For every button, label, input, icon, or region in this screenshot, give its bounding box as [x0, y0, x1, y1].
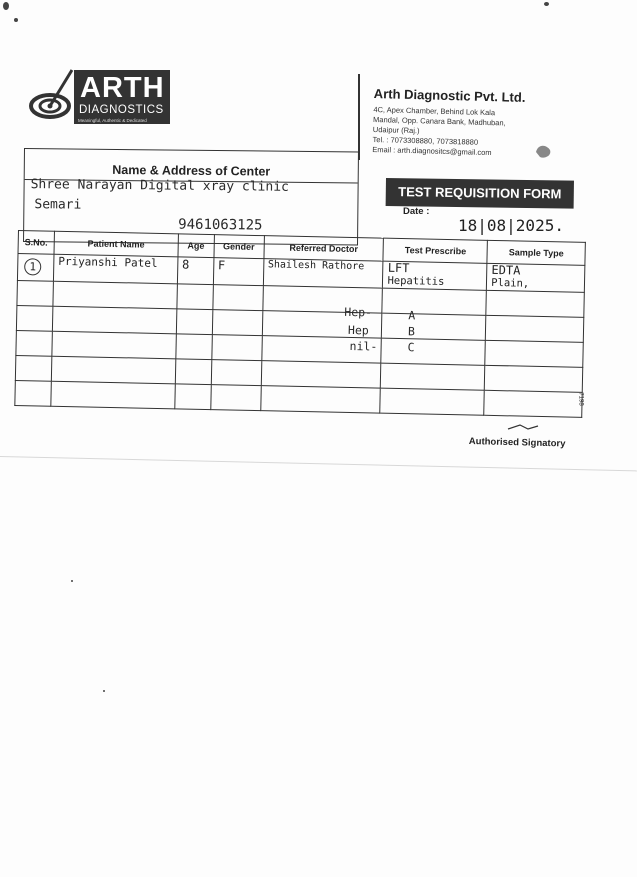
- address-line: 4C, Apex Chamber, Behind Lok Kala: [373, 104, 496, 118]
- header-gender: Gender: [214, 235, 264, 259]
- scan-speck: [14, 18, 18, 22]
- center-name: Shree Narayan Digital xray clinic: [30, 177, 289, 195]
- date-value: 18|08|2025.: [458, 216, 564, 235]
- header-patient-name: Patient Name: [54, 231, 178, 257]
- cell-patient-name: Priyanshi Patel: [53, 254, 177, 284]
- date-label: Date :: [403, 206, 430, 217]
- test-item: LFT: [387, 260, 410, 276]
- company-info: [372, 86, 525, 159]
- hep-c-value: C: [407, 340, 415, 355]
- cell-sample-type: [487, 263, 585, 292]
- address-line: Udaipur (Raj.): [372, 124, 420, 136]
- logo-wordmark: [74, 70, 170, 124]
- hep-b-value: B: [407, 324, 416, 339]
- header-referred-doctor: Referred Doctor: [264, 236, 384, 262]
- scan-speck: [103, 690, 105, 692]
- scan-speck: [3, 2, 9, 10]
- phone-line: Tel. : 7073308880, 7073818880: [372, 134, 479, 147]
- requisition-table: [14, 230, 586, 418]
- center-phone: 9461063125: [178, 216, 263, 234]
- header-test-prescribe: Test Prescribe: [383, 238, 487, 263]
- logo-tagline: Meaningful, Authentic & Dedicated: [78, 118, 147, 123]
- test-item: Hepatitis: [387, 274, 445, 288]
- company-logo: [28, 66, 178, 128]
- hep-a-prefix: Hep-: [344, 304, 373, 320]
- form-title: TEST REQUISITION FORM: [386, 178, 574, 209]
- logo-title: ARTH: [80, 72, 165, 104]
- center-heading: Name & Address of Center: [112, 162, 271, 179]
- hep-c-prefix: nil-: [349, 338, 378, 354]
- ink-blot-icon: [532, 142, 554, 160]
- email-line: Email : arth.diagnositcs@gmail.com: [372, 144, 492, 158]
- paper-edge-line: [0, 456, 637, 471]
- header-sno: S.No.: [18, 231, 54, 255]
- hep-b-prefix: Hep: [347, 322, 369, 338]
- cell-sno: [17, 254, 53, 282]
- authorised-signatory-label: Authorised Signatory: [468, 436, 566, 450]
- scan-speck: [544, 2, 549, 6]
- cell-referred-doctor: Shailesh Rathore: [263, 259, 383, 289]
- cell-age: 8: [177, 257, 213, 285]
- center-place: Semari: [34, 197, 82, 213]
- header-divider: [358, 74, 360, 160]
- side-serial-number: 7198: [577, 392, 584, 406]
- hep-a-value: A: [408, 308, 416, 323]
- target-arrow-icon: [28, 66, 78, 128]
- scan-speck: [71, 580, 73, 582]
- address-line: Mandal, Opp. Canara Bank, Madhuban,: [373, 114, 506, 128]
- sno-value: 1: [24, 258, 41, 275]
- header-sample-type: Sample Type: [487, 240, 585, 265]
- company-name: Arth Diagnostic Pvt. Ltd.: [373, 86, 526, 105]
- cell-test-prescribe: [383, 261, 487, 290]
- cell-gender: F: [213, 258, 263, 286]
- header-age: Age: [178, 234, 214, 258]
- sample-item: EDTA: [491, 262, 521, 278]
- logo-subtitle: DIAGNOSTICS: [79, 104, 164, 116]
- signature-scribble-icon: [506, 423, 540, 431]
- sample-item: Plain,: [491, 276, 530, 290]
